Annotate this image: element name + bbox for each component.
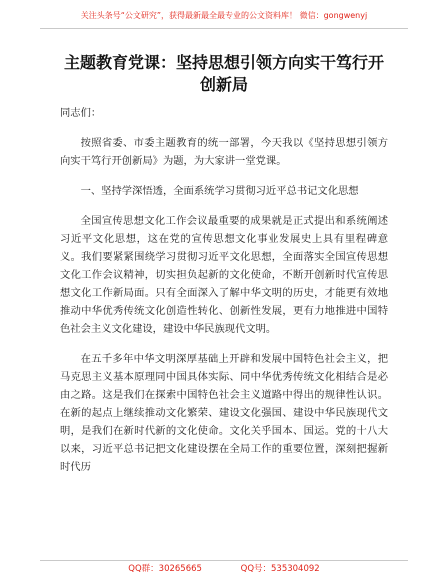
paragraph: 全国宣传思想文化工作会议最重要的成果就是正式提出和系统阐述习近平文化思想，这在党的宣传思想文化事业发展史上具有里程碑意义。我们要紧紧围绕学习贯彻习近平文化思想，全面落实全国宣传思想文化工作会议精神，切实担负起新的文化使命，不断开创新时代宣传思想文化工作新局面。只有全面深入了解中华文明的历史，才能更有效地推动中华优秀传统文化创造性转化、创新性发展，更有力地推进中国特色社会主义文化建设，建设中华民族现代文明。 <box>60 215 388 335</box>
section-heading-1: 一、坚持学深悟透，全面系统学习贯彻习近平总书记文化思想 <box>80 185 359 197</box>
footer <box>40 563 408 575</box>
header-banner-text: 关注头条号“公文研究”，获得最新最全最专业的公文资料库！ 微信：gongwenyj <box>80 11 368 20</box>
footer-qq-group: QQ群：30265665 <box>128 564 202 574</box>
salutation: 同志们： <box>60 107 102 119</box>
footer-divider <box>40 560 408 561</box>
paragraph: 在五千多年中华文明深厚基础上开辟和发展中国特色社会主义，把马克思主义基本原理同中国具体实际、同中华优秀传统文化相结合是必由之路。这是我们在探索中国特色社会主义道路中得出的规律性认识。在新的起点上继续推动文化繁荣、建设文化强国、建设中华民族现代文明，是我们在新时代新的文化使命。文化关乎国本、国运。党的十八大以来，习近平总书记把文化建设摆在全局工作的重要位置，深刻把握新时代历 <box>60 353 388 473</box>
header-banner <box>40 6 408 29</box>
paragraph-intro: 按照省委、市委主题教育的统一部署，今天我以《坚持思想引领方向实干笃行开创新局》为题，为大家讲一堂党课。 <box>60 137 388 167</box>
footer-qq: QQ号：535304092 <box>240 564 320 574</box>
document-body <box>60 104 388 476</box>
document-title: 主题教育党课：坚持思想引领方向实干笃行开创新局 <box>63 53 384 94</box>
